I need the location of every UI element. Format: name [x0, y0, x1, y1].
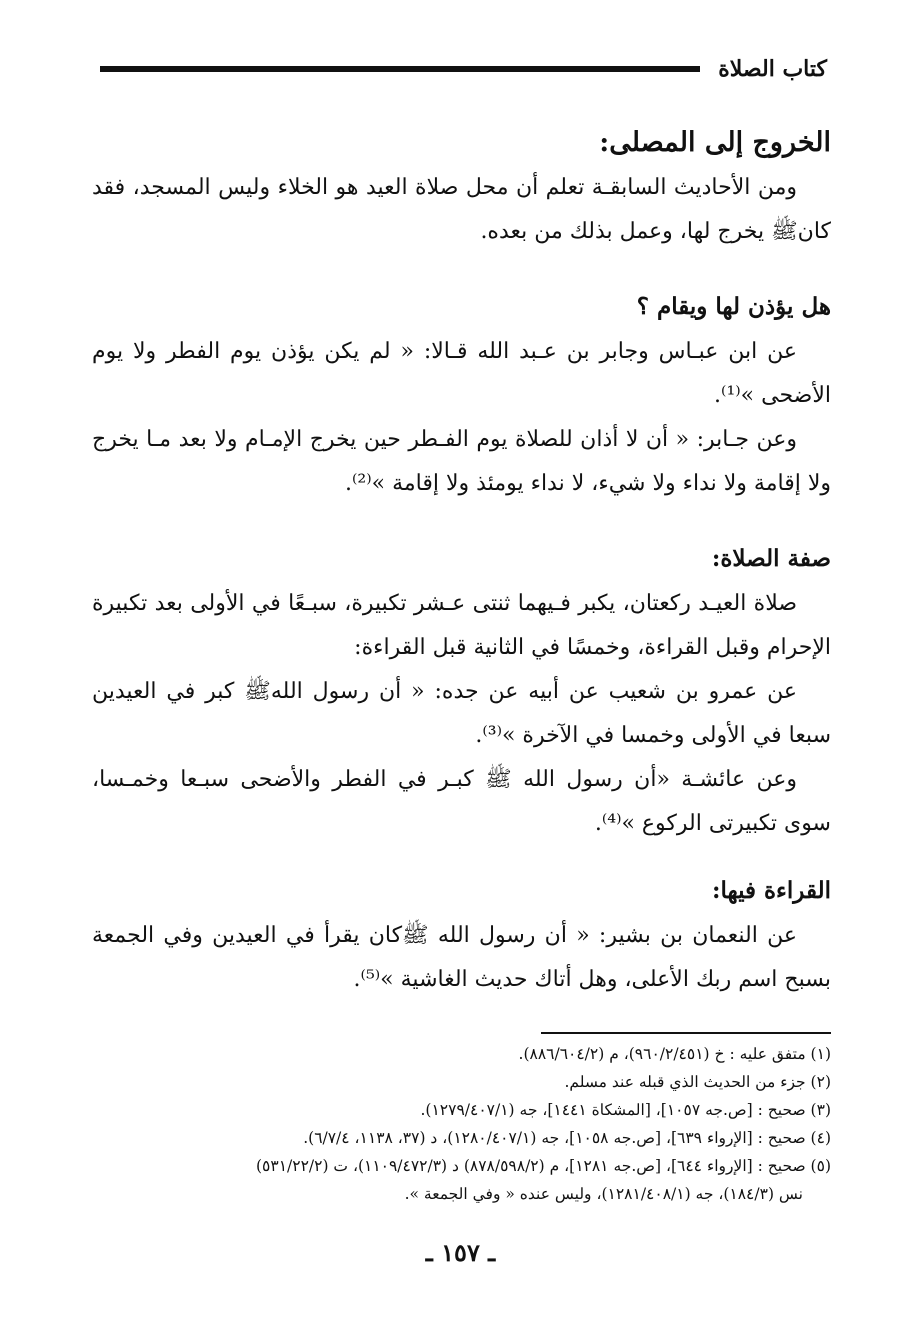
paragraph: عن النعمان بن بشير: « أن رسول الله ﷺكان يقرأ في العيدين وفي الجمعة بسبح اسم ربك الأعلى، وهل أتاك حديث الغاشية »⁽⁵⁾.: [92, 923, 831, 992]
section-heading-prayer-description: صفة الصلاة:: [711, 545, 831, 572]
page-number: ـ ١٥٧ ـ: [425, 1238, 496, 1267]
footnote-5-continuation: نس (١٨٤/٣)، جه (١٢٨١/٤٠٨/١)، وليس عنده « وفي الجمعة ».: [404, 1185, 803, 1203]
footnote-3: (٣) صحيح : [ص.جه ١٠٥٧]، [المشكاة ١٤٤١]، جه (١٢٧٩/٤٠٧/١).: [420, 1101, 831, 1119]
paragraph: ومن الأحاديث السابقـة تعلم أن محل صلاة العيد هو الخلاء وليس المسجد، فقد كانﷺ يخرج لها، وعمل بذلك من بعده.: [92, 175, 831, 244]
paragraph: صلاة العيـد ركعتان، يكبر فـيهما ثنتى عـشر تكبيرة، سبـعًا في الأولى بعد تكبيرة الإحرام وقبل القراءة، وخمسًا في الثانية قبل القراءة:: [92, 591, 831, 660]
main-text: [92, 120, 831, 1002]
footnote-1: (١) متفق عليه : خ (٩٦٠/٢/٤٥١)، م (٨٨٦/٦٠٤/٢).: [518, 1045, 831, 1063]
paragraph: وعن عائشـة «أن رسول الله ﷺ كبـر في الفطر والأضحى سبـعا وخمـسا، سوى تكبيرتى الركوع »⁽⁴⁾.: [92, 767, 831, 836]
spacer: [92, 846, 831, 868]
paragraph: عن عمرو بن شعيب عن أبيه عن جده: « أن رسول اللهﷺ كبر في العيدين سبعا في الأولى وخمسا في الآخرة »⁽³⁾.: [92, 679, 831, 748]
footnotes: [92, 1040, 831, 1208]
section-heading-recitation: القراءة فيها:: [711, 877, 831, 904]
spacer: [92, 506, 831, 536]
header-rule: [100, 66, 700, 72]
spacer: [92, 254, 831, 284]
footnote-2: (٢) جزء من الحديث الذي قبله عند مسلم.: [564, 1073, 831, 1091]
footnote-4: (٤) صحيح : [الإرواء ٦٣٩]، [ص.جه ١٠٥٨]، جه (١٢٨٠/٤٠٧/١)، د (٣٧، ١١٣٨، ٦/٧/٤).: [303, 1129, 831, 1147]
section-heading-going-out: الخروج إلى المصلى:: [599, 127, 831, 158]
running-title: كتاب الصلاة: [718, 56, 827, 82]
paragraph: عن ابن عبـاس وجابر بن عـبد الله قـالا: « لم يكن يؤذن يوم الفطر ولا يوم الأضحى »⁽¹⁾.: [92, 339, 831, 408]
paragraph: وعن جـابر: « أن لا أذان للصلاة يوم الفـطر حين يخرج الإمـام ولا بعد مـا يخرج ولا إقامة ولا نداء ولا شيء، لا نداء يومئذ ولا إقامة »⁽²⁾.: [92, 427, 831, 496]
section-heading-adhan: هل يؤذن لها ويقام ؟: [636, 293, 831, 320]
running-header: [100, 52, 827, 86]
footnote-separator: [541, 1032, 831, 1034]
footnote-5: (٥) صحيح : [الإرواء ٦٤٤]، [ص.جه ١٢٨١]، م (٨٧٨/٥٩٨/٢) د (١١٠٩/٤٧٢/٣)، ت (٥٣١/٢٢/٢): [255, 1157, 831, 1175]
